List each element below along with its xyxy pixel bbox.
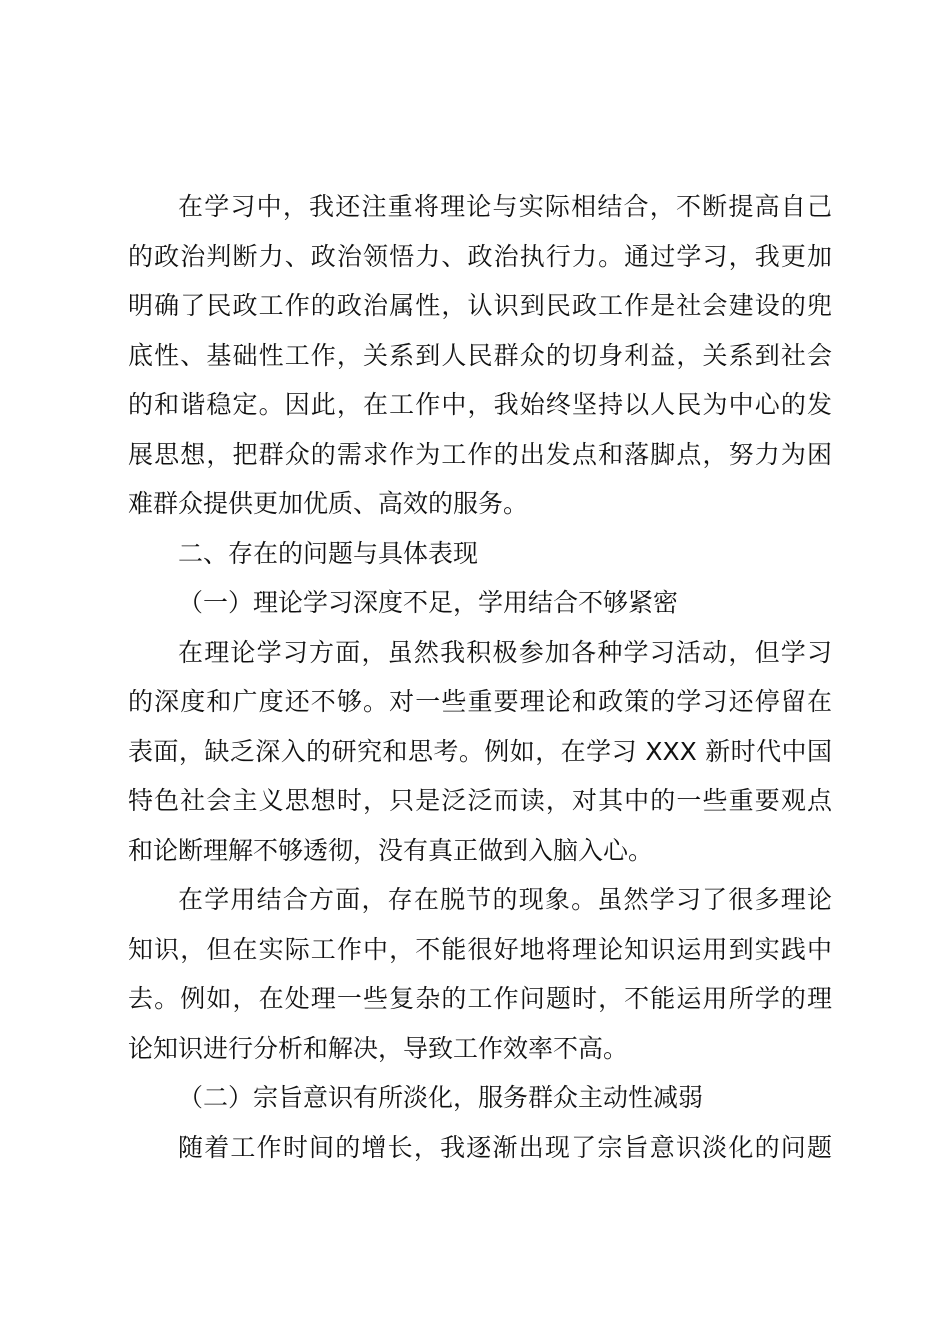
paragraph-line: 在学用结合方面，存在脱节的现象。虽然学习了很多理论 [178, 885, 832, 914]
subheading-service-awareness: （二）宗旨意识有所淡化，服务群众主动性减弱 [178, 1083, 704, 1112]
paragraph-service-awareness [128, 1123, 832, 1173]
paragraph-study-application [128, 875, 832, 1073]
paragraph-line: 在学习中，我还注重将理论与实际相结合，不断提高自己 [178, 192, 832, 221]
paragraph-line: 表面，缺乏深入的研究和思考。例如，在学习 XXX 新时代中国 [128, 736, 832, 766]
paragraph-line: 和论断理解不够透彻，没有真正做到入脑入心。 [128, 835, 654, 865]
paragraph-study-depth [128, 628, 832, 876]
paragraph-theory-practice [128, 182, 832, 529]
paragraph-line: 去。例如，在处理一些复杂的工作问题时，不能运用所学的理 [128, 984, 832, 1013]
paragraph-line: 的政治判断力、政治领悟力、政治执行力。通过学习，我更加 [128, 241, 832, 271]
paragraph-line: 的深度和广度还不够。对一些重要理论和政策的学习还停留在 [128, 687, 832, 716]
paragraph-line: 特色社会主义思想时，只是泛泛而读，对其中的一些重要观点 [128, 786, 832, 815]
section-heading: 二、存在的问题与具体表现 [178, 538, 479, 568]
paragraph-line: 论知识进行分析和解决，导致工作效率不高。 [128, 1033, 629, 1063]
subheading-theory-study: （一）理论学习深度不足，学用结合不够紧密 [178, 588, 679, 617]
paragraph-line: 知识，但在实际工作中，不能很好地将理论知识运用到实践中 [128, 934, 832, 964]
document-body [128, 182, 832, 1172]
paragraph-line: 的和谐稳定。因此，在工作中，我始终坚持以人民为中心的发 [128, 390, 832, 419]
paragraph-line: 明确了民政工作的政治属性，认识到民政工作是社会建设的兜 [128, 291, 832, 320]
paragraph-line: 在理论学习方面，虽然我积极参加各种学习活动，但学习 [178, 637, 832, 667]
paragraph-line: 展思想，把群众的需求作为工作的出发点和落脚点，努力为困 [128, 439, 832, 469]
paragraph-line: 随着工作时间的增长，我逐渐出现了宗旨意识淡化的问题 [178, 1132, 832, 1162]
paragraph-line: 底性、基础性工作，关系到人民群众的切身利益，关系到社会 [128, 340, 832, 370]
paragraph-line: 难群众提供更加优质、高效的服务。 [128, 489, 529, 518]
